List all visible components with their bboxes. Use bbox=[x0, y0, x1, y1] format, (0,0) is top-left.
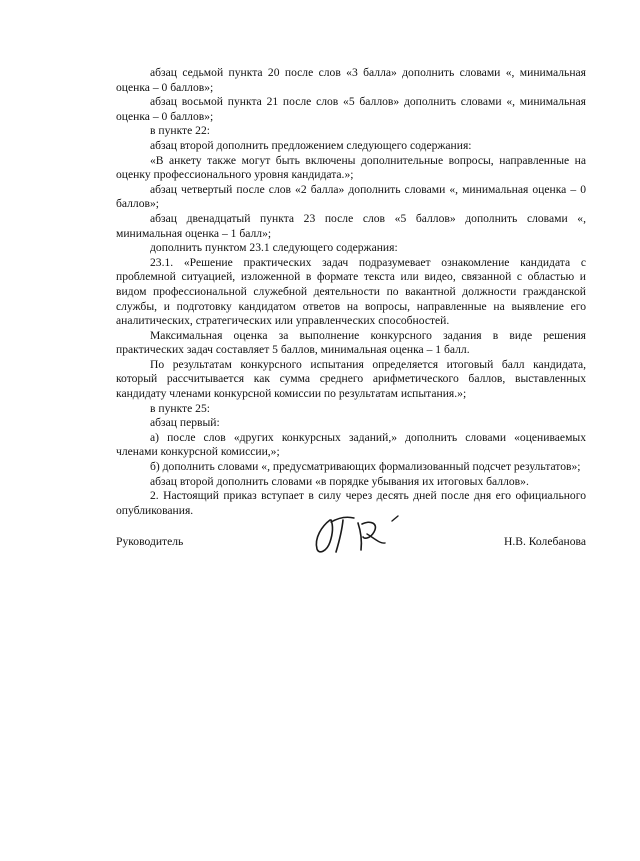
document-body bbox=[116, 66, 586, 518]
paragraph-12: в пункте 25: bbox=[150, 401, 210, 415]
paragraph-17: 2. Настоящий приказ вступает в силу через десять дней после дня его официального опубликования. bbox=[116, 489, 586, 517]
paragraph-4: абзац второй дополнить предложением следующего содержания: bbox=[150, 138, 472, 152]
paragraph-8: дополнить пунктом 23.1 следующего содержания: bbox=[150, 241, 398, 255]
paragraph-16: абзац второй дополнить словами «в порядке убывания их итоговых баллов». bbox=[150, 474, 529, 488]
paragraph-14: а) после слов «других конкурсных заданий,» дополнить словами «оцениваемых членами конкурсной комиссии,»; bbox=[116, 430, 586, 459]
paragraph-7: абзац двенадцатый пункта 23 после слов «5 баллов» дополнить словами «, минимальная оценка – 1 балл»; bbox=[116, 211, 586, 240]
paragraph-10: Максимальная оценка за выполнение конкурсного задания в виде решения практических задач составляет 5 баллов, минимальная оценка – 1 балл. bbox=[116, 328, 586, 357]
paragraph-5: «В анкету также могут быть включены дополнительные вопросы, направленные на оценку профессионального уровня кандидата.»; bbox=[116, 153, 586, 182]
paragraph-11: По результатам конкурсного испытания определяется итоговый балл кандидата, который рассчитывается как сумма среднего арифметического баллов, выставленных кандидату членами конкурсной комиссии по результатам испытания.»; bbox=[116, 357, 586, 401]
paragraph-9: 23.1. «Решение практических задач подразумевает ознакомление кандидата с проблемной ситуацией, изложенной в формате текста или видео, связанной с областью и видом профессиональной служебной деятельности по вакантной должности гражданской службы, и подготовку кандидатом ответов на вопросы, направленные на выявление его аналитических, стратегических или управленческих способностей. bbox=[116, 255, 586, 328]
paragraph-13: абзац первый: bbox=[150, 416, 220, 430]
paragraph-2: абзац восьмой пункта 21 после слов «5 баллов» дополнить словами «, минимальная оценка – 0 баллов»; bbox=[116, 95, 586, 123]
signatory-name: Н.В. Колебанова bbox=[503, 535, 586, 548]
signature-stroke-7 bbox=[392, 516, 398, 521]
paragraph-1: абзац седьмой пункта 20 после слов «3 балла» дополнить словами «, минимальная оценка – 0 баллов»; bbox=[116, 66, 586, 94]
signature-block bbox=[116, 535, 586, 551]
paragraph-6: абзац четвертый после слов «2 балла» дополнить словами «, минимальная оценка – 0 баллов»; bbox=[116, 182, 586, 211]
paragraph-15: б) дополнить словами «, предусматривающих формализованный подсчет результатов»; bbox=[150, 460, 581, 474]
signatory-position: Руководитель bbox=[116, 535, 184, 548]
paragraph-3: в пункте 22: bbox=[150, 124, 210, 138]
